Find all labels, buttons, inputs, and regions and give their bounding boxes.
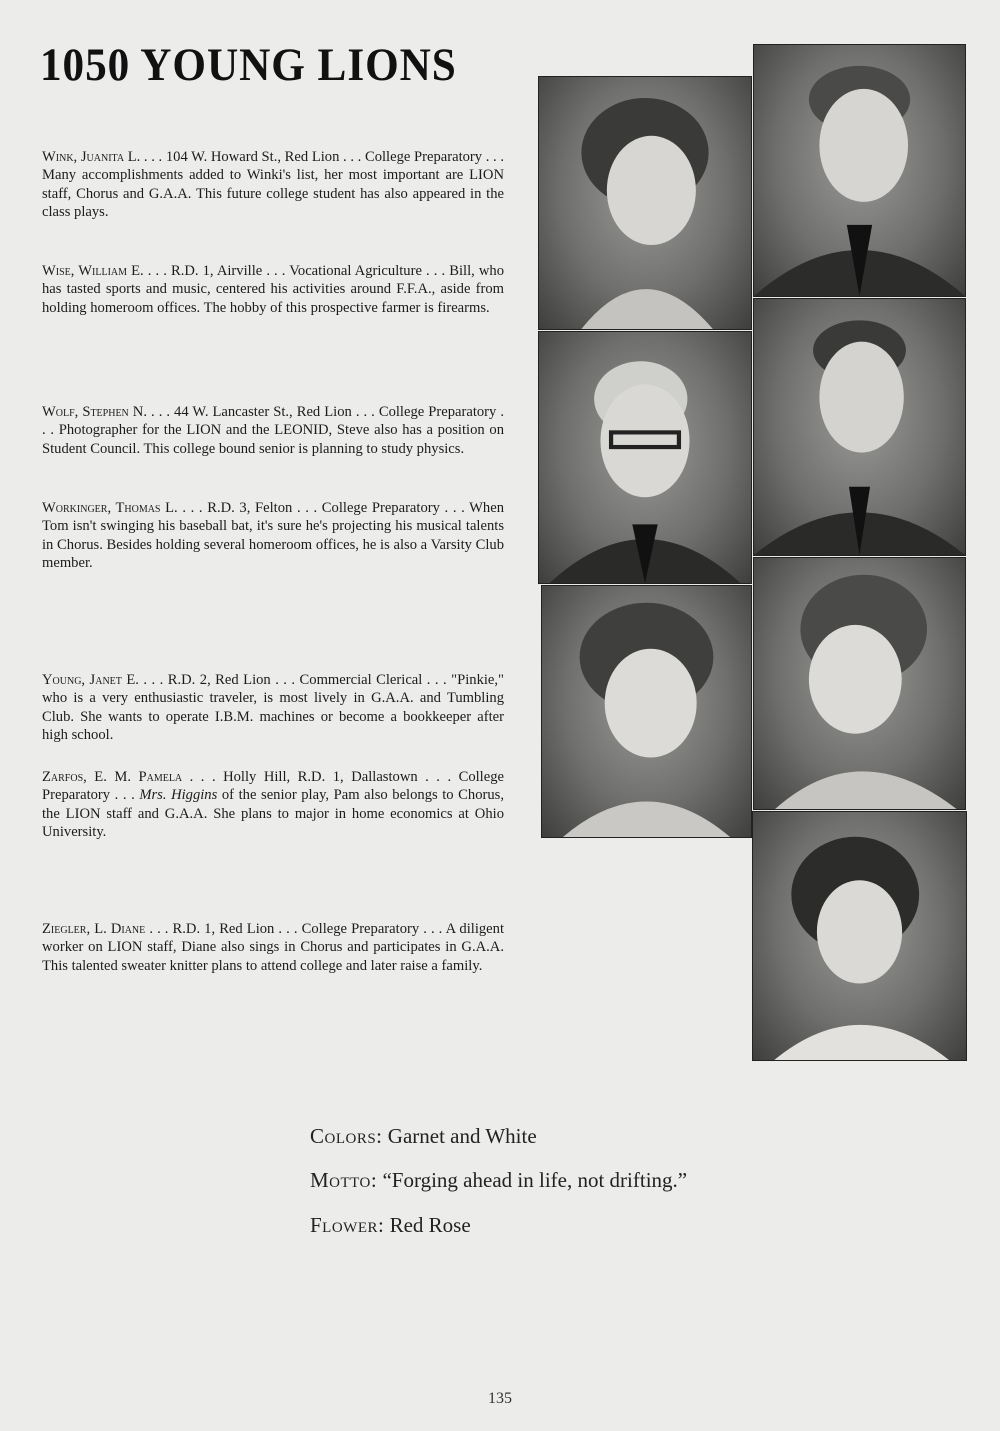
student-name: Young, Janet E.: [42, 672, 139, 688]
bio-wise: [42, 262, 504, 317]
class-flower: [310, 1213, 471, 1238]
student-bio: . . . 44 W. Lancaster St., Red Lion . . . College Preparatory . . . Photographer for the LION and the LEONID, Steve also has a position on Student Council. This college bound senior is planning to study physics.: [42, 404, 504, 457]
bio-young: [42, 671, 504, 745]
colors-label: Colors:: [310, 1124, 383, 1148]
student-bio: . . . R.D. 1, Airville . . . Vocational Agriculture . . . Bill, who has tasted sports and music, centered his activities around F.F.A., aside from holding homeroom offices. The hobby of this prospective farmer is firearms.: [42, 263, 504, 316]
portrait-photo: [538, 76, 752, 330]
student-bio: . . . R.D. 1, Red Lion . . . College Preparatory . . . A diligent worker on LION staff, Diane also sings in Chorus and participates in G.A.A. This talented sweater knitter plans to attend college and later raise a family.: [42, 921, 505, 974]
student-bio-italic: Mrs. Higgins: [139, 787, 218, 804]
bio-ziegler: [42, 920, 504, 975]
bio-workinger: [42, 499, 504, 573]
bio-zarfos: [42, 768, 504, 842]
student-bio: . . . R.D. 3, Felton . . . College Preparatory . . . When Tom isn't swinging his baseball bat, it's sure he's projecting his musical talents in Chorus. Besides holding several homeroom offices, he is also a Varsity Club member.: [42, 500, 505, 572]
portrait-photo: [753, 557, 966, 810]
motto-label: Motto:: [310, 1168, 378, 1192]
bio-wolf: [42, 403, 504, 458]
flower-label: Flower:: [310, 1213, 385, 1237]
student-name: Zarfos, E. M. Pamela: [42, 769, 183, 785]
portrait-photo: [752, 811, 967, 1061]
student-name: Wolf, Stephen N.: [42, 404, 147, 420]
student-name: Wink, Juanita L.: [42, 149, 141, 165]
student-name: Ziegler, L. Diane: [42, 921, 146, 937]
student-bio: . . . Holly Hill, R.D. 1, Dallastown . . . College Preparatory . . .: [42, 769, 504, 804]
page-title: 1050 YOUNG LIONS: [40, 39, 457, 91]
student-name: Workinger, Thomas L.: [42, 500, 178, 516]
class-colors: [310, 1124, 537, 1149]
portrait-photo: [753, 298, 966, 556]
class-motto: [310, 1168, 687, 1193]
flower-value: Red Rose: [389, 1213, 471, 1237]
portrait-photo: [753, 44, 966, 297]
bio-wink: [42, 148, 504, 222]
student-name: Wise, William E.: [42, 263, 144, 279]
student-bio: . . . 104 W. Howard St., Red Lion . . . College Preparatory . . . Many accomplishments added to Winki's list, her most important are LION staff, Chorus and G.A.A. This future college student has also appeared in the class plays.: [42, 149, 504, 221]
motto-value: “Forging ahead in life, not drifting.”: [382, 1168, 688, 1192]
portrait-photo: [538, 331, 752, 584]
colors-value: Garnet and White: [387, 1124, 537, 1148]
portrait-photo: [541, 585, 752, 838]
student-bio: of the senior play, Pam also belongs to Chorus, the LION staff and G.A.A. She plans to major in home economics at Ohio University.: [42, 787, 504, 841]
page-number: 135: [488, 1390, 512, 1407]
student-bio: . . . R.D. 2, Red Lion . . . Commercial Clerical . . . "Pinkie," who is a very enthusiastic traveler, is most lively in G.A.A. and Tumbling Club. She wants to operate I.B.M. machines or become a bookkeeper after high school.: [42, 672, 505, 744]
